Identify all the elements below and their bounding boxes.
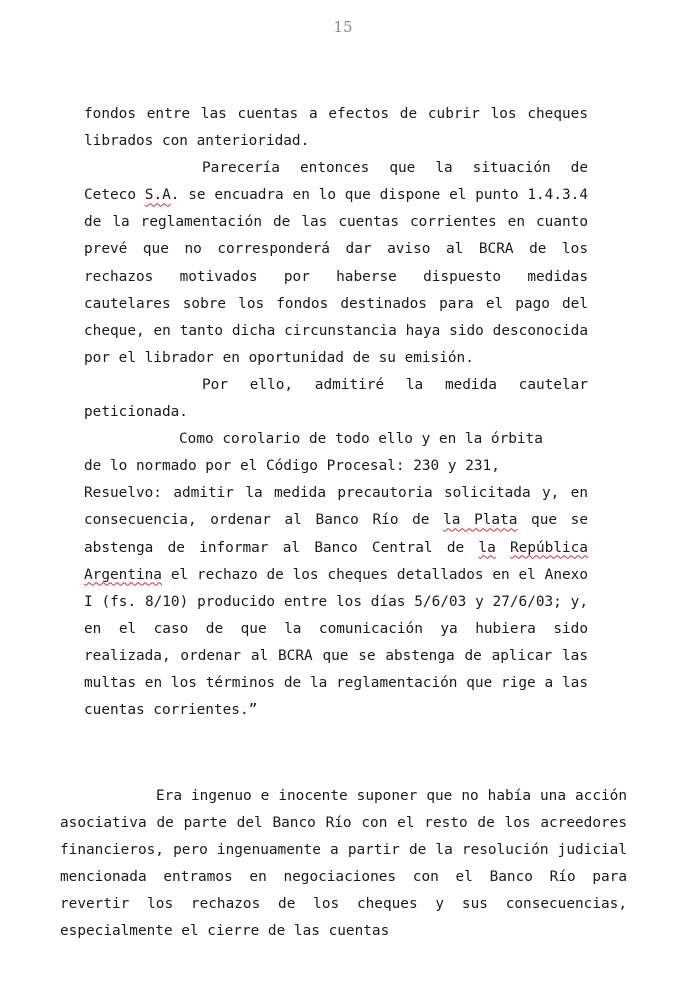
quote-paragraph-2 xyxy=(84,155,588,372)
page-number: 15 xyxy=(333,18,353,36)
body-text xyxy=(60,783,627,946)
quote-paragraph-5 xyxy=(84,480,588,724)
quoted-resolution xyxy=(84,101,588,724)
quote-p5-text-a: Resuelvo: admitir la medida precautoria solicitada y, en consecuencia, ordenar al Banco Río de xyxy=(84,485,588,529)
quote-paragraph-4-line-1: Como corolario de todo ello y en la órbita xyxy=(179,431,543,448)
spellcheck-mark-la-plata: la Plata xyxy=(443,512,518,529)
quote-paragraph-4-line-2: de lo normado por el Código Procesal: 230 y 231, xyxy=(84,458,500,475)
quote-p5-text-c xyxy=(496,540,510,556)
quote-p5-text-d: el rechazo de los cheques detallados en el Anexo I (fs. 8/10) producido entre los días 5/6/03 y 27/6/03; y, en el caso de que la comunicación ya hubiera sido realizada, ordenar al BCRA que se abstenga de aplicar las multas en los términos de la reglamentación que rige a las cuentas corrientes.” xyxy=(84,566,588,719)
quote-p2-text-b: . se encuadra en lo que dispone el punto 1.4.3.4 de la reglamentación de las cuentas corrientes en cuanto prevé que no corresponderá dar aviso al BCRA de los rechazos motivados por haberse dispuesto medidas cautelares sobre los fondos destinados para el pago del cheque, en tanto dicha circunstancia haya sido desconocida por el librador en oportunidad de su emisión. xyxy=(84,187,588,366)
spellcheck-mark-la: la xyxy=(478,539,496,556)
body-paragraph-1: Era ingenuo e inocente suponer que no había una acción asociativa de parte del Banco Río con el resto de los acreedores financieros, pero ingenuamente a partir de la resolución judicial mencionada entramos en negociaciones con el Banco Río para revertir los rechazos de los cheques y sus consecuencias, especialmente el cierre de las cuentas xyxy=(60,788,627,940)
quote-paragraph-3: Por ello, admitiré la medida cautelar peticionada. xyxy=(84,376,588,421)
quote-p2-text-a: Parecería entonces que la situación de Ceteco xyxy=(84,160,588,204)
quote-paragraph-1: fondos entre las cuentas a efectos de cubrir los cheques librados con anterioridad. xyxy=(84,106,588,150)
quote-p5-text-b: que se abstenga de informar al Banco Central de xyxy=(84,512,588,556)
spellcheck-mark-sa: S.A xyxy=(144,187,171,204)
spellcheck-mark-republica: República Argentina xyxy=(84,539,588,583)
